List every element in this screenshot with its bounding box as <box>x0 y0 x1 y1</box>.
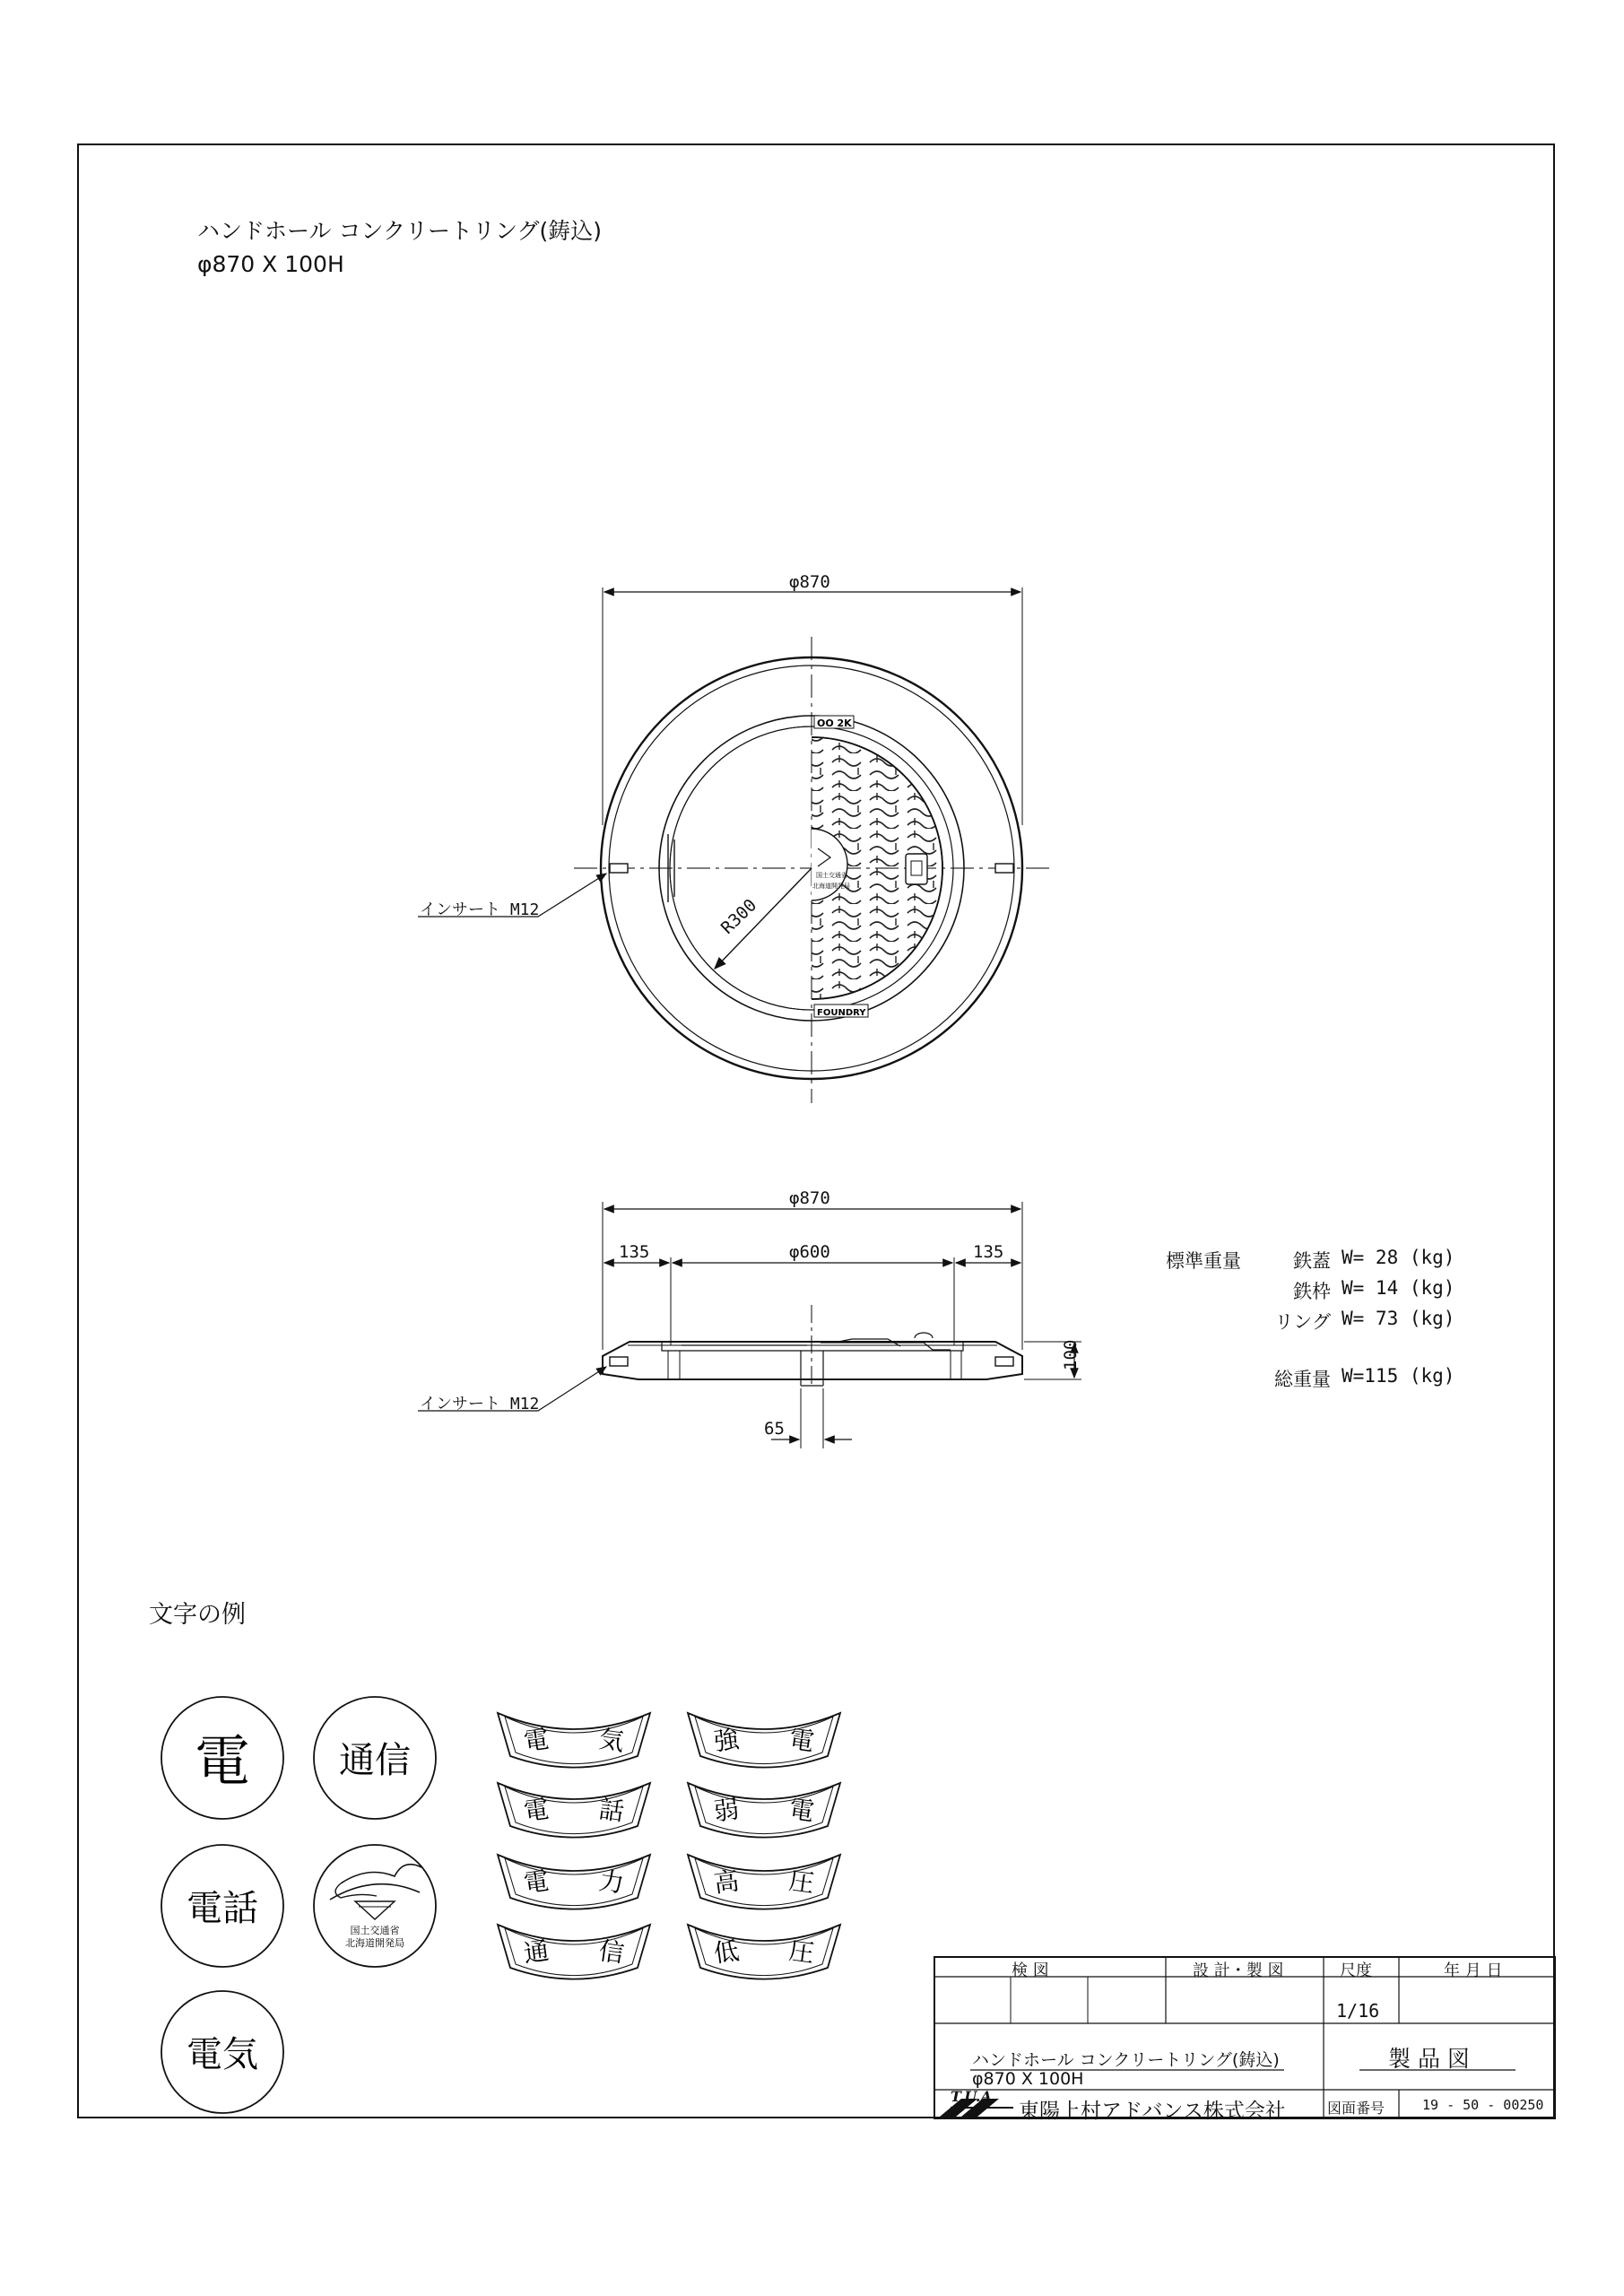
example-circle-3: 電話 <box>187 1888 258 1929</box>
plan-insert-label: インサート M12 <box>420 900 540 919</box>
section-diameter-label: φ870 <box>789 1188 830 1208</box>
arc-banner <box>688 1925 840 1979</box>
character-examples <box>161 1697 436 2113</box>
plan-center-mark-2: 北海道開発局 <box>812 883 850 890</box>
section-height-label: 100 <box>1061 1339 1081 1370</box>
arc-banner-char: 高 <box>711 1866 742 1899</box>
weight-value-1: W= 28 (kg) <box>1342 1247 1455 1268</box>
arc-banner-char: 圧 <box>786 1935 817 1969</box>
tb-scale-value: 1/16 <box>1336 2000 1380 2022</box>
section-right-offset: 135 <box>973 1242 1004 1262</box>
tb-number-label: 図面番号 <box>1327 2100 1385 2117</box>
tb-scale-label: 尺度 <box>1340 1961 1372 1980</box>
tb-date-label: 年 月 日 <box>1444 1961 1503 1980</box>
arc-banner-char: 弱 <box>711 1794 742 1827</box>
plan-center-mark-1: 国土交通省 <box>816 872 847 879</box>
arc-banner-char: 気 <box>596 1724 627 1757</box>
plan-radius-label: R300 <box>717 895 761 938</box>
tb-title-2: φ870 X 100H <box>972 2069 1084 2089</box>
weight-name-1: 鉄蓋 <box>1293 1250 1331 1272</box>
weight-value-3: W= 73 (kg) <box>1342 1308 1455 1329</box>
arc-banner <box>688 1855 840 1909</box>
drawing-title: ハンドホール コンクリートリング(鋳込) <box>197 218 602 244</box>
section-inner-diameter-label: φ600 <box>789 1242 830 1262</box>
arc-banners <box>498 1713 840 1979</box>
tb-drawing-type: 製 品 図 <box>1388 2046 1470 2072</box>
weight-total-value: W=115 (kg) <box>1342 1365 1455 1387</box>
arc-banner <box>498 1855 650 1909</box>
arc-banner-char: 低 <box>711 1935 742 1969</box>
arc-banner <box>498 1925 650 1979</box>
plan-diameter-label: φ870 <box>789 572 830 592</box>
example-circle-4: 電気 <box>187 2034 258 2075</box>
arc-banner <box>688 1783 840 1838</box>
logo-text-2: 北海道開発局 <box>345 1937 404 1949</box>
example-circle-2: 通信 <box>339 1740 411 1781</box>
arc-banner-char: 電 <box>786 1724 817 1757</box>
arc-banner-char: 電 <box>521 1794 551 1827</box>
plan-top-mark: OO 2K <box>817 718 852 729</box>
arc-banner-char: 話 <box>596 1794 627 1827</box>
arc-banner-char: 通 <box>521 1935 551 1969</box>
section-leg-label: 65 <box>764 1419 785 1439</box>
drawing-subtitle: φ870 X 100H <box>197 251 344 277</box>
examples-caption: 文字の例 <box>149 1601 246 1629</box>
arc-banner-char: 電 <box>521 1724 551 1757</box>
tb-title-1: ハンドホール コンクリートリング(鋳込) <box>972 2050 1280 2070</box>
logo-text-1: 国土交通省 <box>350 1925 400 1936</box>
weight-name-3: リング <box>1274 1311 1331 1333</box>
weight-name-2: 鉄枠 <box>1293 1281 1331 1302</box>
section-insert-label: インサート M12 <box>420 1395 540 1413</box>
weight-value-2: W= 14 (kg) <box>1342 1277 1455 1299</box>
example-circle-1: 電 <box>194 1728 251 1794</box>
weight-total-name: 総重量 <box>1274 1369 1331 1390</box>
tb-number-value: 19 - 50 - 00250 <box>1422 2097 1544 2113</box>
arc-banner <box>688 1713 840 1768</box>
arc-banner-char: 電 <box>521 1866 551 1899</box>
tb-check-label: 検 図 <box>1012 1961 1049 1980</box>
arc-banner-char: 圧 <box>786 1866 817 1899</box>
arc-banner-char: 強 <box>711 1724 742 1757</box>
arc-banner-char: 電 <box>786 1794 817 1827</box>
plan-view <box>418 587 1054 1103</box>
arc-banner-char: 力 <box>596 1866 627 1899</box>
arc-banner-char: 信 <box>596 1935 627 1969</box>
tb-design-label: 設 計・製 図 <box>1193 1961 1284 1980</box>
arc-banner <box>498 1783 650 1838</box>
weights-header: 標準重量 <box>1166 1250 1241 1272</box>
section-left-offset: 135 <box>619 1242 650 1262</box>
arc-banner <box>498 1713 650 1768</box>
plan-bottom-mark: FOUNDRY <box>817 1008 866 1018</box>
tb-company: 東陽上村アドバンス株式会社 <box>1019 2100 1286 2123</box>
tb-logo-mark: T.U.A <box>951 2088 992 2105</box>
